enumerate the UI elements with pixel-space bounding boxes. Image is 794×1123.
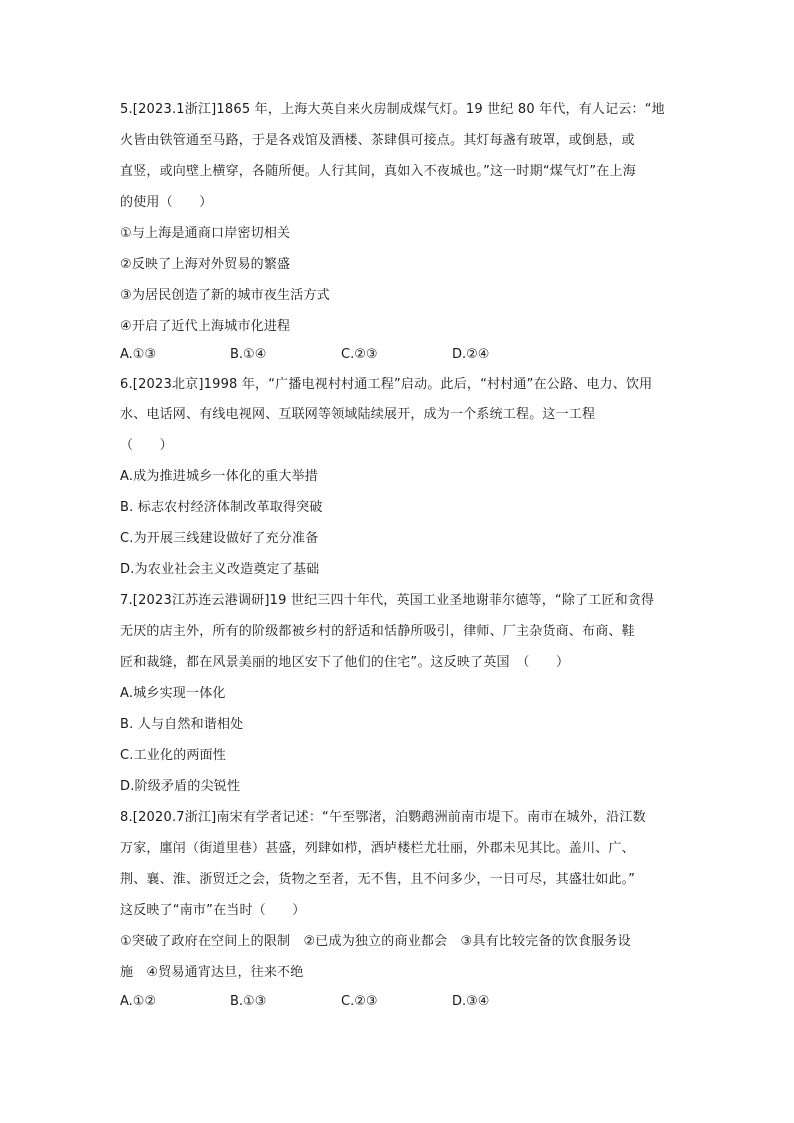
- question-8-stem-line-3: 荆、襄、淮、浙贸迁之会，货物之至者，无不售，且不问多少，一日可尽，其盛壮如此。”: [120, 872, 636, 887]
- question-8-option-a[interactable]: A.①②: [120, 994, 157, 1009]
- question-8-stem-line-4: 这反映了“南市”在当时（ ）: [120, 903, 306, 918]
- question-6-option-c[interactable]: C.为开展三线建设做好了充分准备: [120, 531, 319, 546]
- question-5-option-d[interactable]: D.②④: [452, 347, 490, 362]
- question-8-option-b[interactable]: B.①③: [230, 994, 267, 1009]
- question-5-statement-1: ①与上海是通商口岸密切相关: [120, 226, 291, 241]
- question-5-stem-line-1: 5.[2023.1浙江]1865 年，上海大英自来火房制成煤气灯。19 世纪 80 年代，有人记云：“地: [120, 102, 665, 117]
- question-7-stem-line-3: 匠和裁缝，都在风景美丽的地区安下了他们的住宅”。这反映了英国 （ ）: [120, 655, 570, 670]
- question-8-statements-line-2: 施 ④贸易通宵达旦，往来不绝: [120, 965, 304, 980]
- question-5-option-c[interactable]: C.②③: [341, 347, 378, 362]
- question-6-option-a[interactable]: A.成为推进城乡一体化的重大举措: [120, 469, 318, 484]
- question-8-stem-line-2: 万家，廛闬（街道里巷）甚盛，列肆如栉，酒垆楼栏尤壮丽，外郡未见其比。盖川、广、: [120, 841, 635, 856]
- question-5-statement-2: ②反映了上海对外贸易的繁盛: [120, 257, 291, 272]
- question-6-stem-line-2: 水、电话网、有线电视网、互联网等领域陆续展开，成为一个系统工程。这一工程: [120, 407, 596, 422]
- question-5-option-b[interactable]: B.①④: [230, 347, 267, 362]
- question-5-stem-line-3: 直竖，或向壁上横穿，各随所便。人行其间，真如入不夜城也。”这一时期“煤气灯”在上海: [120, 164, 636, 179]
- question-8-stem-line-1: 8.[2020.7浙江]南宋有学者记述：“午至鄂渚，泊鹦鹉洲前南市堤下。南市在城外，沿江数: [120, 810, 646, 825]
- question-6-option-b[interactable]: B. 标志农村经济体制改革取得突破: [120, 500, 323, 515]
- question-5-option-a[interactable]: A.①③: [120, 347, 157, 362]
- question-7-option-c[interactable]: C.工业化的两面性: [120, 748, 227, 763]
- question-7-stem-line-2: 无厌的店主外，所有的阶级都被乡村的舒适和恬静所吸引，律师、厂主杂货商、布商、鞋: [120, 624, 635, 639]
- question-7-option-d[interactable]: D.阶级矛盾的尖锐性: [120, 779, 241, 794]
- question-7-option-a[interactable]: A.城乡实现一体化: [120, 686, 226, 701]
- question-5-stem-line-2: 火皆由铁管通至马路，于是各戏馆及酒楼、茶肆俱可接点。其灯每盏有玻罩，或倒悬，或: [120, 133, 635, 148]
- question-8-option-d[interactable]: D.③④: [452, 994, 490, 1009]
- question-8-statements-line-1: ①突破了政府在空间上的限制 ②已成为独立的商业都会 ③具有比较完备的饮食服务设: [120, 934, 631, 949]
- question-8-option-c[interactable]: C.②③: [341, 994, 378, 1009]
- question-5-stem-line-4: 的使用（ ）: [120, 195, 213, 210]
- question-6-stem-line-1: 6.[2023北京]1998 年，“广播电视村村通工程”启动。此后，“村村通”在公路、电力、饮用: [120, 377, 653, 392]
- question-6-stem-line-3: （ ）: [120, 438, 173, 453]
- question-7-stem-line-1: 7.[2023江苏连云港调研]19 世纪三四十年代，英国工业圣地谢菲尔德等，“除了工匠和贪得: [120, 593, 655, 608]
- question-7-option-b[interactable]: B. 人与自然和谐相处: [120, 717, 244, 732]
- question-6-option-d[interactable]: D.为农业社会主义改造奠定了基础: [120, 562, 320, 577]
- question-5-statement-4: ④开启了近代上海城市化进程: [120, 319, 291, 334]
- question-5-statement-3: ③为居民创造了新的城市夜生活方式: [120, 288, 330, 303]
